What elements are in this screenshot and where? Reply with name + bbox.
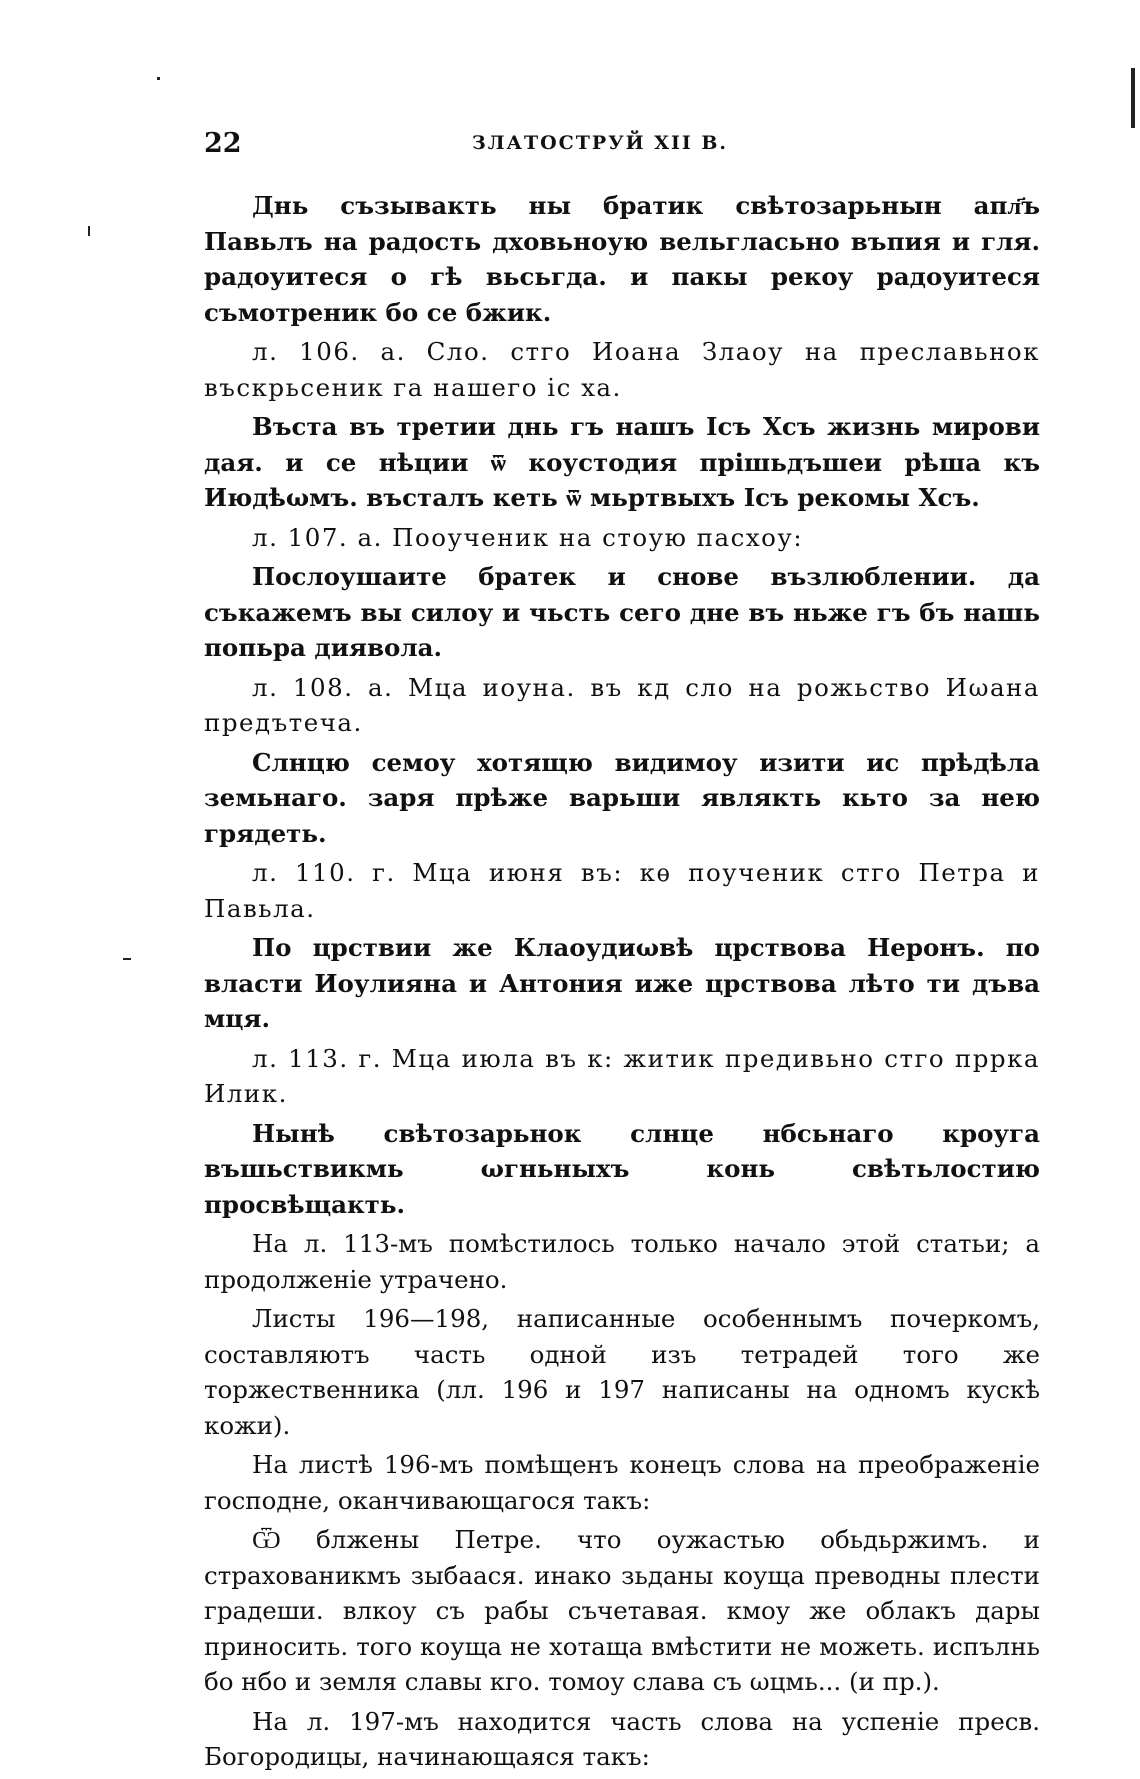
edge-mark	[1131, 68, 1135, 128]
margin-speck	[123, 958, 131, 960]
paragraph: Послоушаите братек и снове възлюблении. да съкажемъ вы силоу и чьсть сего дне въ ньже гъ бъ нашь попьра диявола.	[204, 562, 1040, 662]
paragraph: л. 106. а. Сло. стго Иоана Злаоу на преславьнок въскрьсеник га нашего іс ха.	[204, 337, 1040, 402]
page-body	[204, 188, 1040, 1775]
paragraph: На л. 197-мъ находится часть слова на успеніе пресв. Богородицы, начинающаяся такъ:	[204, 1706, 1040, 1771]
page-header	[204, 128, 1040, 168]
paragraph: Листы 196—198, написанные особеннымъ почеркомъ, составляютъ часть одной изъ тетрадей того же торжественника (лл. 196 и 197 написаны на одномъ кускѣ кожи).	[204, 1304, 1040, 1440]
book-page	[204, 128, 1040, 1779]
page-number: 22	[204, 128, 242, 159]
paragraph: Ѿ блжены Петре. что оужастью обьдьржимъ. и страхованикмъ зыбаася. инако зьданы коуща преводны плести градеши. влкоу съ рабы съчетавая. кмоу же облакъ дары приносить. того коуща не хотаща вмѣстити не можеть. испълнь бо нбо и земля славы кго. томоу слава съ ωцмь... (и пр.).	[204, 1525, 1040, 1696]
paragraph: л. 110. г. Мца июня въ: кѳ поученик стго Петра и Павьла.	[204, 858, 1040, 923]
paragraph: л. 113. г. Мца июла въ к: житик предивьно стго пррка Илик.	[204, 1043, 1040, 1108]
paragraph: Днь съзывакть ны братик свѣтозарьнын апл҃ъ Павьлъ на радость дховьноую вельгласьно въпия и гля. радоуитеся о гѣ вьсьгда. и пакы рекоу радоуитеся съмотреник бо се бжик.	[204, 191, 1040, 327]
paragraph: Нынѣ свѣтозарьнок слнце нбсьнаго кроуга въшьствикмь ωгньныхъ конь свѣтьлостию просвѣщакть.	[204, 1118, 1040, 1219]
paragraph: По црствии же Клаоудиωвѣ црствова Неронъ. по власти Иоулияна и Антония иже црствова лѣто ти дъва мця.	[204, 933, 1040, 1033]
margin-speck	[88, 226, 90, 236]
margin-speck	[157, 77, 160, 80]
paragraph: Въста въ третии днь гъ нашъ Ісъ Хсъ жизнь мирови дая. и се нѣции ѿ коустодия прішьдъшеи рѣша къ Июдѣωмъ. въсталъ кеть ѿ мьртвыхъ Ісъ рекомы Хсъ.	[204, 412, 1040, 512]
paragraph: л. 107. а. Пооученик на стоую пасхоу:	[252, 522, 804, 552]
paragraph: На л. 113-мъ помѣстилось только начало этой статьи; а продолженіе утрачено.	[204, 1229, 1040, 1294]
paragraph: Слнцю семоу хотящю видимоу изити ис прѣдѣла земьнаго. заря прѣже варьши являкть кьто за нею грядеть.	[204, 747, 1040, 848]
running-title: ЗЛАТОСТРУЙ XII В.	[472, 132, 729, 154]
paragraph: На листѣ 196-мъ помѣщенъ конецъ слова на преображеніе господне, оканчивающагося такъ:	[204, 1450, 1040, 1515]
paragraph: л. 108. а. Мца иоуна. въ кд сло на рожьство Иωана предътеча.	[204, 672, 1040, 737]
